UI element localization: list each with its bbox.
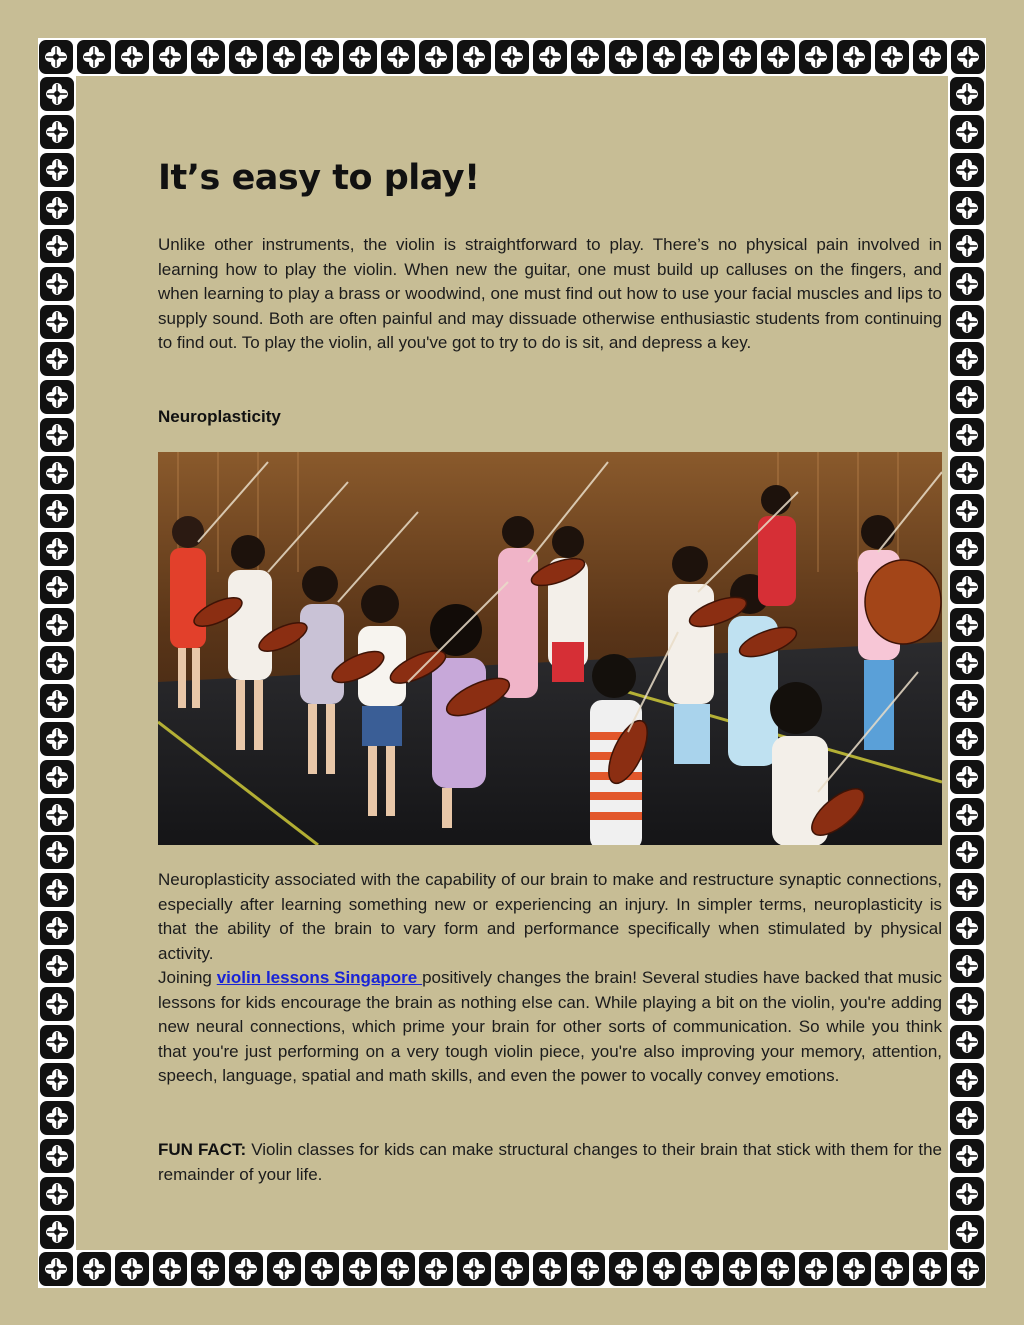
- clover-border-icon: [685, 1252, 719, 1286]
- clover-border-icon: [495, 1252, 529, 1286]
- clover-border-icon: [419, 1252, 453, 1286]
- clover-border-icon: [40, 684, 74, 718]
- clover-border-icon: [647, 1252, 681, 1286]
- clover-border-icon: [40, 418, 74, 452]
- clover-border-icon: [40, 191, 74, 225]
- clover-border-icon: [40, 835, 74, 869]
- photo-illustration: [158, 452, 942, 845]
- clover-border-icon: [723, 1252, 757, 1286]
- clover-border-icon: [40, 342, 74, 376]
- clover-border-icon: [381, 40, 415, 74]
- clover-border-icon: [40, 1139, 74, 1173]
- clover-border-icon: [419, 40, 453, 74]
- clover-border-icon: [950, 267, 984, 301]
- clover-border-icon: [950, 305, 984, 339]
- clover-border-icon: [381, 1252, 415, 1286]
- clover-border-icon: [950, 949, 984, 983]
- clover-border-icon: [305, 1252, 339, 1286]
- neuroplasticity-paragraph: Neuroplasticity associated with the capability of our brain to make and restructure synaptic connections, especially after learning something new or experiencing an injury. In simpler terms, neuroplasticity is that the ability of the brain to vary form and performance specifically when stimulated by physical activity.: [158, 870, 942, 963]
- clover-border-icon: [40, 77, 74, 111]
- clover-border-icon: [40, 949, 74, 983]
- clover-border-icon: [950, 1139, 984, 1173]
- clover-border-icon: [799, 40, 833, 74]
- clover-border-icon: [950, 873, 984, 907]
- clover-border-icon: [40, 608, 74, 642]
- clover-border-icon: [533, 1252, 567, 1286]
- clover-border-icon: [950, 911, 984, 945]
- page-title: It’s easy to play!: [158, 158, 480, 198]
- page-content: [76, 76, 948, 1250]
- clover-border-icon: [950, 380, 984, 414]
- clover-border-icon: [609, 40, 643, 74]
- clover-border-icon: [40, 1025, 74, 1059]
- clover-border-icon: [40, 646, 74, 680]
- clover-border-icon: [571, 1252, 605, 1286]
- clover-border-icon: [40, 229, 74, 263]
- clover-border-icon: [191, 1252, 225, 1286]
- clover-border-icon: [950, 684, 984, 718]
- clover-border-icon: [913, 1252, 947, 1286]
- clover-border-icon: [40, 115, 74, 149]
- clover-border-icon: [950, 456, 984, 490]
- clover-border-icon: [40, 532, 74, 566]
- clover-border-icon: [950, 570, 984, 604]
- clover-border-icon: [950, 1025, 984, 1059]
- clover-border-icon: [950, 494, 984, 528]
- clover-border-icon: [950, 1063, 984, 1097]
- clover-border-icon: [950, 229, 984, 263]
- joining-prefix: Joining: [158, 968, 217, 987]
- clover-border-icon: [685, 40, 719, 74]
- clover-border-icon: [950, 115, 984, 149]
- clover-border-icon: [950, 418, 984, 452]
- clover-border-icon: [950, 153, 984, 187]
- clover-border-icon: [267, 40, 301, 74]
- clover-border-icon: [229, 1252, 263, 1286]
- clover-border-icon: [950, 1101, 984, 1135]
- clover-border-icon: [495, 40, 529, 74]
- clover-border-icon: [950, 77, 984, 111]
- clover-border-icon: [950, 722, 984, 756]
- fun-fact-label: FUN FACT:: [158, 1140, 247, 1159]
- clover-border-icon: [40, 873, 74, 907]
- clover-border-icon: [837, 1252, 871, 1286]
- clover-border-icon: [343, 1252, 377, 1286]
- clover-border-icon: [40, 798, 74, 832]
- clover-border-icon: [39, 1252, 73, 1286]
- clover-border-icon: [40, 380, 74, 414]
- joining-rest: positively changes the brain! Several studies have backed that music lessons for kids encourage the brain as nothing else can. While playing a bit on the violin, you're adding new neural connections, which prime your brain for other sorts of communication. So while you think that you're just performing on a very tough violin piece, you're also improving your memory, attention, speech, language, spatial and math skills, and even the power to vocally convey emotions.: [158, 968, 942, 1086]
- clover-border-icon: [951, 40, 985, 74]
- clover-border-icon: [950, 532, 984, 566]
- clover-border-icon: [40, 1215, 74, 1249]
- clover-border-icon: [40, 153, 74, 187]
- clover-border-icon: [875, 40, 909, 74]
- joining-paragraph: [158, 966, 942, 1089]
- clover-border-icon: [77, 1252, 111, 1286]
- children-violin-photo: [158, 452, 942, 845]
- clover-border-icon: [950, 835, 984, 869]
- clover-border-icon: [153, 1252, 187, 1286]
- clover-border-icon: [457, 40, 491, 74]
- clover-border-icon: [40, 267, 74, 301]
- clover-border-icon: [39, 40, 73, 74]
- clover-border-icon: [950, 1215, 984, 1249]
- clover-border-icon: [40, 722, 74, 756]
- clover-border-icon: [115, 1252, 149, 1286]
- clover-border-icon: [40, 494, 74, 528]
- clover-border-icon: [761, 40, 795, 74]
- clover-border-icon: [40, 1063, 74, 1097]
- clover-border-icon: [761, 1252, 795, 1286]
- clover-border-icon: [40, 570, 74, 604]
- clover-border-icon: [267, 1252, 301, 1286]
- border-left: [38, 76, 76, 1250]
- clover-border-icon: [533, 40, 567, 74]
- clover-border-icon: [40, 760, 74, 794]
- clover-border-icon: [571, 40, 605, 74]
- clover-border-icon: [153, 40, 187, 74]
- clover-border-icon: [950, 798, 984, 832]
- clover-border-icon: [40, 456, 74, 490]
- clover-border-icon: [191, 40, 225, 74]
- clover-border-icon: [950, 646, 984, 680]
- clover-border-icon: [950, 1177, 984, 1211]
- clover-border-icon: [913, 40, 947, 74]
- clover-border-icon: [40, 1101, 74, 1135]
- clover-border-icon: [609, 1252, 643, 1286]
- clover-border-icon: [950, 608, 984, 642]
- violin-lessons-link[interactable]: violin lessons Singapore: [216, 968, 423, 987]
- clover-border-icon: [305, 40, 339, 74]
- fun-fact-text: Violin classes for kids can make structural changes to their brain that stick with them for the remainder of your life.: [158, 1140, 943, 1184]
- section-heading: Neuroplasticity: [158, 407, 281, 426]
- clover-border-icon: [951, 1252, 985, 1286]
- clover-border-icon: [950, 987, 984, 1021]
- clover-border-icon: [77, 40, 111, 74]
- clover-border-icon: [40, 987, 74, 1021]
- clover-border-icon: [950, 760, 984, 794]
- clover-border-icon: [40, 1177, 74, 1211]
- clover-border-icon: [40, 305, 74, 339]
- clover-border-icon: [950, 342, 984, 376]
- clover-border-icon: [40, 911, 74, 945]
- clover-border-icon: [647, 40, 681, 74]
- clover-border-icon: [115, 40, 149, 74]
- clover-border-icon: [229, 40, 263, 74]
- clover-border-icon: [799, 1252, 833, 1286]
- clover-border-icon: [343, 40, 377, 74]
- clover-border-icon: [875, 1252, 909, 1286]
- decorative-border-frame: [38, 38, 986, 1288]
- fun-fact-paragraph: [158, 1138, 942, 1187]
- clover-border-icon: [723, 40, 757, 74]
- border-bottom: [38, 1250, 986, 1288]
- border-top: [38, 38, 986, 76]
- clover-border-icon: [950, 191, 984, 225]
- clover-border-icon: [837, 40, 871, 74]
- border-right: [948, 76, 986, 1250]
- intro-paragraph: Unlike other instruments, the violin is straightforward to play. There’s no physical pain involved in learning how to play the violin. When new the guitar, one must build up calluses on the fingers, and when learning to play a brass or woodwind, one must find out how to use your facial muscles and lips to supply sound. Both are often painful and may dissuade otherwise enthusiastic students from continuing to find out. To play the violin, all you've got to try to do is sit, and depress a key.: [158, 235, 942, 353]
- clover-border-icon: [457, 1252, 491, 1286]
